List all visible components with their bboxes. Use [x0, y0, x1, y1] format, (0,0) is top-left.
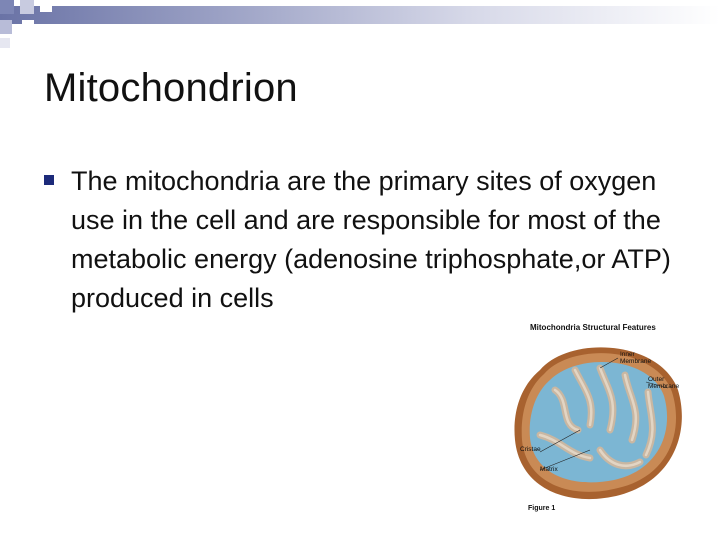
label-outer-line2: Membrane: [648, 383, 680, 390]
label-inner-line2: Membrane: [620, 358, 652, 365]
label-outer-membrane: [648, 376, 679, 390]
label-matrix: Matrix: [540, 466, 558, 473]
mitochondrion-illustration: [500, 330, 690, 505]
matrix-shape: [530, 362, 667, 482]
figure-title: Mitochondria Structural Features: [530, 323, 656, 332]
label-outer-line1: Outer: [648, 376, 665, 383]
decor-square: [22, 20, 34, 32]
mitochondria-figure: [500, 318, 690, 518]
decor-square: [0, 0, 14, 14]
bullet-item: [44, 162, 684, 318]
decor-square: [0, 20, 12, 34]
label-inner-membrane: [620, 351, 651, 365]
bullet-text: The mitochondria are the primary sites of oxygen use in the cell and are responsible for most of the metabolic energy (adenosine triphosphate,or ATP) produced in cells: [71, 166, 671, 313]
slide-title: Mitochondrion: [44, 66, 298, 110]
decor-square: [20, 0, 34, 14]
label-cristae: Cristae: [520, 446, 541, 453]
figure-caption: Figure 1: [528, 505, 556, 512]
decor-square: [40, 0, 52, 12]
header-gradient-band: [0, 6, 720, 24]
label-inner-line1: Inner: [620, 351, 635, 358]
bullet-list: [44, 162, 684, 318]
square-bullet-icon: [44, 175, 54, 185]
decor-square: [0, 38, 10, 48]
